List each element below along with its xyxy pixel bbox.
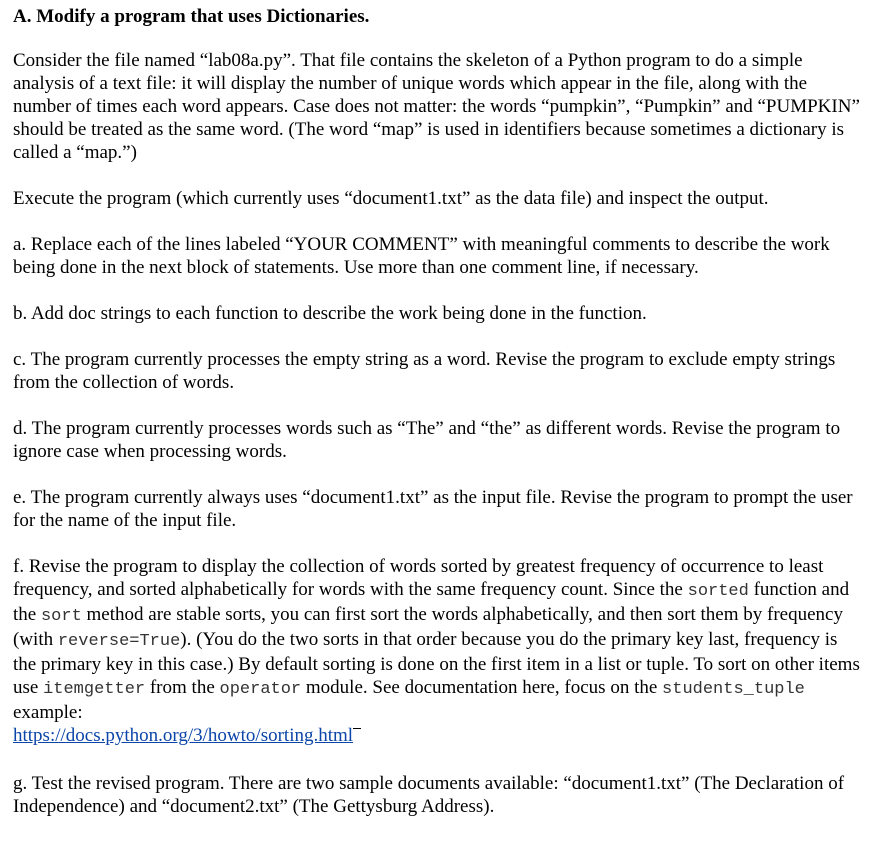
item-f-text-1: f. Revise the program to display the collection of words sorted by greatest frequency of occurrence to least frequency, and sorted alphabetically for words with the same frequency count. Since the	[13, 556, 824, 600]
intro-paragraph: Consider the file named “lab08a.py”. That file contains the skeleton of a Python program to do a simple analysis of a text file: it will display the number of unique words which appear in the file, along with the number of times each word appears. Case does not matter: the words “pumpkin”, “Pumpkin” and “PUMPKIN” should be treated as the same word. (The word “map” is used in identifiers because sometimes a dictionary is called a “map.”)	[13, 50, 860, 163]
code-itemgetter: itemgetter	[43, 680, 146, 699]
item-e-paragraph: e. The program currently always uses “document1.txt” as the input file. Revise the program to prompt the user for the name of the input file.	[13, 487, 853, 531]
code-students-tuple: students_tuple	[662, 680, 805, 699]
item-d-paragraph: d. The program currently processes words such as “The” and “the” as different words. Revise the program to ignore case when processing words.	[13, 418, 841, 462]
code-reverse-true: reverse=True	[57, 632, 181, 651]
item-b-paragraph: b. Add doc strings to each function to describe the work being done in the function.	[13, 303, 647, 324]
item-f-paragraph	[13, 555, 863, 747]
execute-paragraph: Execute the program (which currently uses “document1.txt” as the data file) and inspect the output.	[13, 188, 769, 209]
link-trailing-rule	[353, 728, 361, 729]
item-f-text-5: from the	[145, 677, 220, 698]
item-f-text-4: ). (You do the two sorts in that order because you do the primary key last, frequency is the primary key in this case.) By default sorting is done on the first item in a list or tuple. To sort on other items use	[13, 629, 860, 698]
item-g-paragraph: g. Test the revised program. There are two sample documents available: “document1.txt” (The Declaration of Independence) and “document2.txt” (The Gettysburg Address).	[13, 773, 845, 817]
item-f-text-7: example:	[13, 702, 83, 723]
code-sort: sort	[40, 607, 82, 626]
section-heading: A. Modify a program that uses Dictionaries.	[13, 6, 370, 27]
item-f-text-3: method are stable sorts, you can first sort the words alphabetically, and then sort them by frequency (with	[13, 604, 843, 650]
item-f-text-2: function and the	[13, 579, 850, 625]
code-operator: operator	[219, 680, 302, 699]
item-f-text-6: module. See documentation here, focus on the	[301, 677, 663, 698]
sorting-howto-link[interactable]: https://docs.python.org/3/howto/sorting.html	[13, 725, 354, 746]
code-sorted: sorted	[687, 582, 749, 601]
document-page	[13, 5, 863, 818]
item-c-paragraph: c. The program currently processes the empty string as a word. Revise the program to exclude empty strings from the collection of words.	[13, 349, 836, 393]
item-a-paragraph: a. Replace each of the lines labeled “YOUR COMMENT” with meaningful comments to describe the work being done in the next block of statements. Use more than one comment line, if necessary.	[13, 234, 830, 278]
